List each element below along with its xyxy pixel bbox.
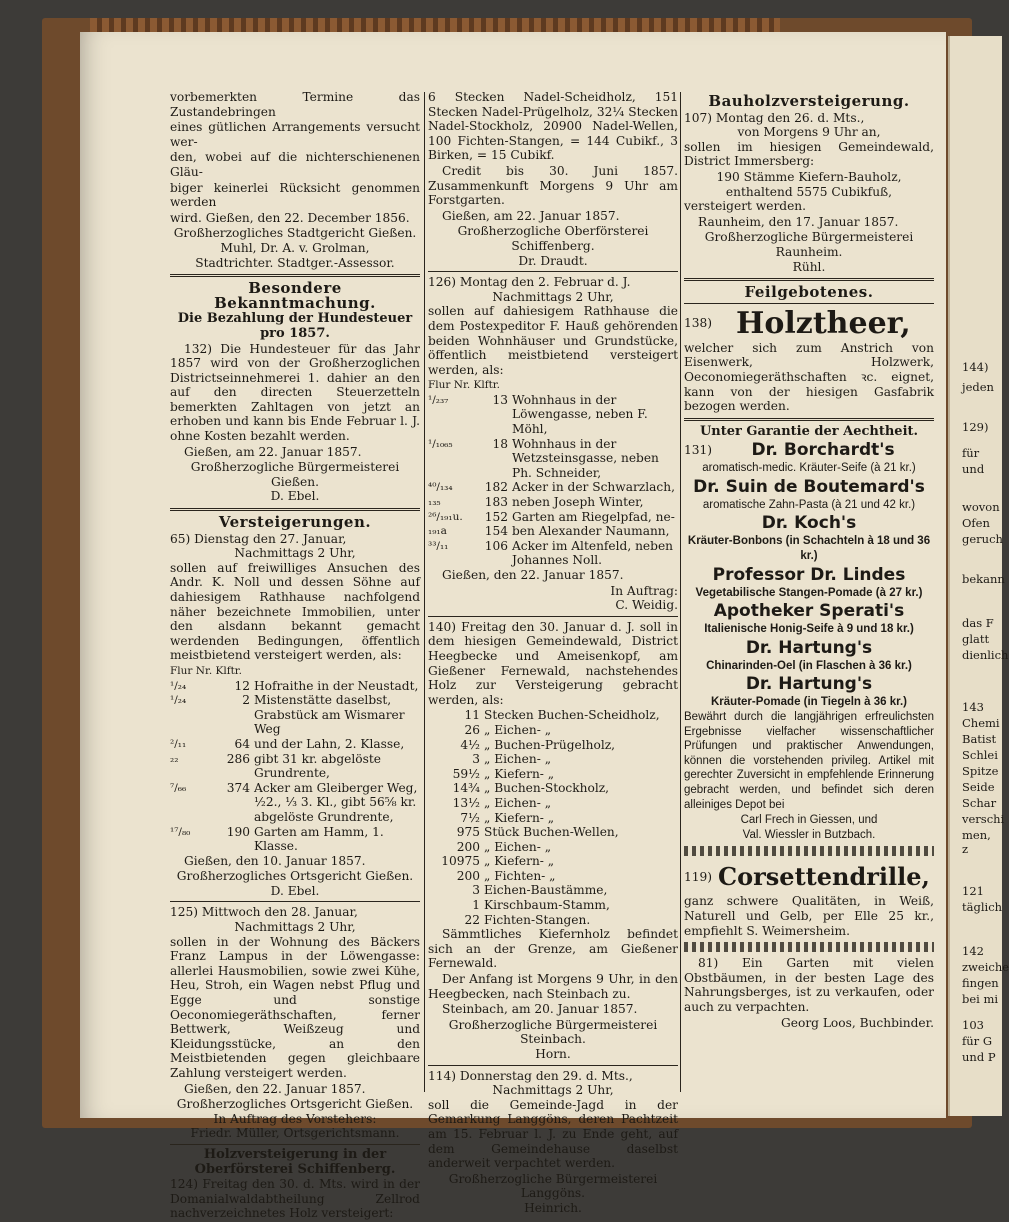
section-title: Besondere Bekanntmachung. (214, 279, 376, 312)
table-row (170, 679, 420, 694)
quantity: 11 (464, 708, 480, 723)
product-text: Kräuter-Bonbons (in Schachteln à 18 und 36 kr.) (687, 535, 931, 563)
table-row (428, 723, 678, 738)
notice-body: 124) Freitag den 30. d. Mts. wird in der Domanialwaldabtheilung Zellrod nachverzeichnetes Holz versteigert: (170, 1177, 420, 1221)
wood-type: Fichten-Stangen. (484, 912, 591, 927)
intro-text (170, 90, 420, 270)
table-row (428, 524, 678, 539)
quantity: 3 (472, 752, 480, 767)
notice-head: Nachmittags 2 Uhr, (492, 289, 614, 304)
table-header: Flur Nr. Klftr. (428, 379, 501, 392)
parcel-description: gibt 31 kr. abgelöste Grundrente, (254, 751, 381, 781)
fragment-text: dienlich (962, 648, 1009, 662)
parcel-number: ¹⁷/₈₀ (170, 825, 191, 838)
quantity: 26 (464, 722, 480, 737)
table-row (428, 898, 678, 913)
notice-date: Raunheim, den 17. Januar 1857. (698, 214, 899, 229)
wood-type: „ Eichen- „ (484, 839, 552, 854)
notice-head: 107) Montag den 26. d. Mts., (684, 110, 865, 125)
quantity: 975 (456, 825, 480, 840)
quantity: 22 (464, 912, 480, 927)
parcel-number: ⁴⁰/₁₃₄ (428, 481, 453, 494)
product-text: aromatische Zahn-Pasta (à 21 und 42 kr.) (702, 498, 916, 511)
notice-date: Steinbach, am 20. Januar 1857. (442, 1002, 638, 1017)
table-row (428, 738, 678, 753)
product-name: Dr. Hartung's (745, 674, 873, 695)
fragment-text: Batist (962, 732, 997, 746)
product-text: Vegetabilische Stangen-Pomade (à 27 kr.) (695, 586, 923, 599)
notice-sign-1: Großherzogliche Bürgermeisterei Steinbach. (448, 1017, 658, 1047)
section-title: Holzversteigerung in der Oberförsterei Schiffenberg. (194, 1146, 396, 1177)
notice-body: sollen im hiesigen Gemeindewald, District Immersberg: (684, 139, 934, 169)
table-row (428, 811, 678, 826)
ad-body: ganz schwere Qualitäten, in Weiß, Naturell und Gelb, per Elle 25 kr., empfiehlt S. Weimersheim. (684, 894, 934, 938)
column-1 (170, 90, 420, 1222)
ad-header (684, 439, 934, 461)
notice-body: 132) Die Hundesteuer für das Jahr 1857 wird von der Großherzoglichen Districtseinnehmerei 1. dahier an den auf den directen Steuerzetteln bemerkten Zahltagen von jetzt an erhoben und kann bis Ende Februar l. J. ohne Kosten bezahlt werden. (170, 341, 420, 444)
fragment-text: fingen (962, 976, 999, 990)
product-name: Dr. Hartung's (745, 637, 873, 658)
column-2 (428, 90, 678, 1216)
parcel-number: ¹/₂₃₇ (428, 393, 449, 406)
fragment-text: 144) (962, 360, 989, 374)
table-row (428, 752, 678, 767)
fragment-text: wovon (962, 500, 1000, 514)
notice-sign-1: Großherzogliches Ortsgericht Gießen. (176, 1097, 414, 1112)
ad-body: 81) Ein Garten mit vielen Obstbäumen, in der besten Lage des Nahrungsberges, ist zu verkaufen, oder auch zu verpachten. (684, 956, 934, 1014)
ad-body: Bewährt durch die langjährigen erfreulichsten Ergebnisse vielfacher wissenschaftlicher Prüfungen und praktischer Anwendungen, können die vorstehenden privileg. Artikel mit gerechter Zuversicht in empfehlende Erinnerung gebracht werden, und befindet sich deren alleiniges Depot bei (684, 711, 934, 811)
table-row (428, 796, 678, 811)
fragment-text: 103 (962, 1018, 984, 1032)
fragment-text: das F (962, 616, 994, 630)
notice-sign-2: In Auftrag des Vorstehers: (213, 1111, 377, 1126)
ad-header (684, 860, 934, 894)
notice-sign-2: C. Weidig. (615, 598, 678, 613)
notice-head: Nachmittags 2 Uhr, (492, 1083, 614, 1098)
table-row (428, 913, 678, 928)
notice-body: 6 Stecken Nadel-Scheidholz, 151 Stecken Nadel-Prügelholz, 32¼ Stecken Nadel-Stockholz, 20900 Nadel-Wellen, 100 Fichten-Stangen, = 144 Cubikf., 3 Birken, = 15 Cubikf. (428, 90, 678, 163)
table-row (428, 539, 678, 568)
notice-item: 190 Stämme Kiefern-Bauholz, (716, 169, 902, 184)
quantity: 10975 (441, 854, 480, 869)
section-title: Bauholzversteigerung. (708, 92, 910, 110)
parcel-number: ₂₂ (170, 752, 179, 765)
area-value: 154 (484, 524, 508, 539)
notice-head: 125) Mittwoch den 28. Januar, (170, 905, 358, 920)
notice-date: Gießen, den 10. Januar 1857. (184, 853, 366, 868)
table-row (428, 854, 678, 869)
fragment-text: zweiche (962, 960, 1009, 974)
fragment-text: 143 (962, 700, 984, 714)
notice-sign-2: D. Ebel. (270, 883, 320, 898)
notice-date: Gießen, den 22. Januar 1857. (184, 1081, 366, 1096)
intro-line: wird. Gießen, den 22. December 1856. (170, 210, 410, 225)
product-text: Kräuter-Pomade (in Tiegeln à 36 kr.) (711, 696, 907, 709)
notice-sign-1: Großherzogliche Bürgermeisterei Langgöns. (448, 1171, 658, 1201)
notice-sign-2: D. Ebel. (270, 489, 320, 504)
fragment-text: jeden (962, 380, 994, 394)
wood-type: „ Fichten- „ (484, 868, 556, 883)
fragment-text: für G (962, 1034, 993, 1048)
area-value: 13 (492, 392, 508, 407)
notice-sign-1: In Auftrag: (610, 583, 678, 598)
ad-number: 138) (684, 316, 713, 331)
product-text: aromatisch-medic. Kräuter-Seife (à 21 kr.) (702, 462, 916, 475)
area-value: 374 (226, 780, 250, 795)
notice-body: sollen auf dahiesigem Rathhause die dem Postexpeditor F. Hauß gehörenden beiden Wohnhäuser und Grundstücke, öffentlich meistbietend versteigert werden, als: (428, 304, 678, 377)
rule (684, 418, 934, 421)
intro-line: Muhl, Dr. A. v. Grolman, (220, 240, 370, 255)
intro-line: biger keinerlei Rücksicht genommen werden (170, 180, 420, 210)
parcel-number: ¹/₂₄ (170, 694, 187, 707)
parcel-description: neben Joseph Winter, (512, 495, 644, 510)
ad-number: 131) (684, 442, 713, 457)
ad-sign: Georg Loos, Buchbinder. (781, 1015, 934, 1030)
quantity: 1 (472, 898, 480, 913)
fragment-text: 129) (962, 420, 989, 434)
column-rule (680, 92, 681, 1092)
table-row (428, 840, 678, 855)
product-name: Apotheker Sperati's (713, 601, 905, 622)
product-name: Professor Dr. Lindes (712, 564, 906, 585)
table-row (170, 781, 420, 825)
area-value: 183 (484, 495, 508, 510)
fragment-text: 121 (962, 884, 984, 898)
fragment-text: für (962, 446, 980, 460)
notice-subtitle: Die Bezahlung der Hundesteuer pro 1857. (177, 311, 413, 341)
fragment-text: Seide (962, 780, 995, 794)
column-rule (424, 92, 425, 1092)
depot-2: Val. Wiessler in Butzbach. (742, 828, 876, 841)
notice-body: versteigert werden. (684, 199, 807, 214)
quantity: 14¾ (452, 781, 480, 796)
table-row (428, 781, 678, 796)
ad-body: welcher sich zum Anstrich von Eisenwerk, Holzwerk, Oeconomiegeräthschaften ꝛc. eignet, kann von der hiesigen Gasfabrik bezogen werden. (684, 340, 934, 414)
parcel-description: Hofraithe in der Neustadt, (254, 678, 419, 693)
fragment-text: bekann (962, 572, 1005, 586)
wood-type: „ Buchen-Stockholz, (484, 781, 610, 796)
product-name: Dr. Borchardt's (751, 440, 895, 461)
fragment-text: Spitze (962, 764, 999, 778)
parcel-number: ¹/₂₄ (170, 679, 187, 692)
rule (684, 303, 934, 304)
notice-sign-1: Großherzogliche Oberförsterei Schiffenberg. (457, 224, 649, 253)
ornament-rule (684, 846, 934, 856)
notice-date: Gießen, den 22. Januar 1857. (442, 568, 624, 582)
area-value: 106 (484, 538, 508, 553)
quantity: 7½ (460, 810, 480, 825)
fragment-text: und P (962, 1050, 996, 1064)
parcel-description: Garten am Hamm, 1. Klasse. (254, 824, 384, 854)
wood-type: „ Kiefern- „ (484, 854, 555, 869)
fragment-text: und (962, 462, 985, 476)
quantity: 59½ (452, 766, 480, 781)
section-title: Feilgebotenes. (744, 283, 874, 302)
fragment-text: verschi (962, 812, 1005, 826)
parcel-number: ²/₁₁ (170, 737, 187, 750)
table-row (428, 495, 678, 510)
wood-type: Eichen-Baustämme, (484, 883, 608, 898)
table-row (170, 693, 420, 708)
table-row (428, 437, 678, 481)
fragment-text: men, z (962, 828, 991, 856)
column-3 (684, 90, 934, 1030)
intro-line: den, wobei auf die nichterschienenen Gläu- (170, 150, 420, 179)
notice-sign-3: Friedr. Müller, Ortsgerichtsmann. (190, 1126, 400, 1141)
rule (684, 278, 934, 281)
table-row (170, 737, 420, 752)
parcel-description: ben Alexander Naumann, (512, 524, 670, 539)
table-row (428, 393, 678, 437)
area-value: 182 (484, 480, 508, 495)
wood-type: „ Buchen-Prügelholz, (484, 737, 616, 752)
area-value: 152 (484, 509, 508, 524)
ad-number: 119) (684, 870, 713, 885)
parcel-number: ₁₉₁a (428, 525, 447, 538)
wood-type: Stecken Buchen-Scheidholz, (484, 708, 660, 723)
product-text: Chinarinden-Oel (in Flaschen à 36 kr.) (706, 659, 912, 672)
ad-title: Holztheer, (736, 305, 911, 341)
parcel-description: Mistenstätte daselbst, (254, 693, 392, 708)
area-value: 12 (234, 678, 250, 693)
product-name: Dr. Koch's (761, 513, 857, 534)
table-header: Flur Nr. Klftr. (170, 664, 243, 677)
fragment-text: Schar (962, 796, 997, 810)
notice-body: soll die Gemeinde-Jagd in der Gemarkung Langgöns, deren Pachtzeit am 15. Februar l. J. zu Ende geht, auf dem Gemeindehause daselbst anderweit verpachtet werden. (428, 1097, 678, 1171)
fragment-text: glatt (962, 632, 990, 646)
parcel-description: Garten am Riegelpfad, ne- (512, 509, 675, 524)
property-table (428, 393, 678, 568)
ad-title: Corsettendrille, (718, 862, 930, 892)
notice-sign-1: Großherzogliche Bürgermeisterei Gießen. (190, 460, 400, 489)
rule (170, 274, 420, 277)
parcel-description: Grabstück am Wismarer Weg (254, 707, 405, 737)
wood-type: Stück Buchen-Wellen, (484, 825, 619, 840)
quantity: 3 (472, 883, 480, 898)
fragment-text: Schlei (962, 748, 998, 762)
table-row (170, 708, 420, 737)
intro-line: eines gütlichen Arrangements versucht wer- (170, 120, 420, 149)
intro-line: Großherzogliches Stadtgericht Gießen. (173, 226, 417, 241)
parcel-description: Acker in der Schwarzlach, (512, 480, 675, 495)
product-text: Italienische Honig-Seife à 9 und 18 kr.) (704, 623, 914, 636)
notice-sign-2: Heinrich. (524, 1200, 582, 1215)
notice-head: Nachmittags 2 Uhr, (234, 920, 356, 935)
notice-sign-2: Rühl. (792, 259, 826, 274)
parcel-number (170, 708, 210, 737)
parcel-description: Wohnhaus in der Löwengasse, neben F. Möhl, (512, 392, 648, 437)
wood-table (428, 708, 678, 927)
wood-type: „ Kiefern- „ (484, 766, 555, 781)
area-value: 190 (226, 824, 250, 839)
notice-date: Gießen, am 22. Januar 1857. (442, 208, 620, 223)
area-value (210, 708, 254, 737)
area-value: 64 (234, 736, 250, 751)
fragment-text: 142 (962, 944, 984, 958)
fragment-text: Ofen (962, 516, 990, 530)
notice-head: 114) Donnerstag den 29. d. Mts., (428, 1068, 633, 1083)
binding-edge (90, 18, 780, 32)
wood-type: „ Kiefern- „ (484, 810, 555, 825)
parcel-number: ³³/₁₁ (428, 539, 449, 552)
table-row (428, 869, 678, 884)
notice-body: Sämmtliches Kiefernholz befindet sich an der Grenze, am Gießener Fernewald. (428, 927, 678, 971)
notice-head: 126) Montag den 2. Februar d. J. (428, 275, 631, 290)
depot-1: Carl Frech in Giessen, und (740, 814, 878, 827)
notice-body: sollen in der Wohnung des Bäckers Franz Lampus in der Löwengasse: allerlei Hausmobilien, sowie zwei Kühe, Heu, Stroh, ein Wagen nebst Pflug und Egge und sonstige Oeconomiegeräthschaften, ferner Bettwerk, Weißzeug und Kleidungsstücke, an den Meistbietenden gegen gleichbaare Zahlung versteigert werden. (170, 934, 420, 1080)
table-row (428, 510, 678, 525)
notice-item: enthaltend 5575 Cubikfuß, (725, 184, 893, 199)
notice-body: Credit bis 30. Juni 1857. Zusammenkunft Morgens 9 Uhr am Forstgarten. (428, 163, 678, 208)
intro-line: vorbemerkten Termine das Zustandebringen (170, 90, 420, 119)
table-row (428, 708, 678, 723)
fragment-text: bei mi (962, 992, 999, 1006)
table-row (428, 767, 678, 782)
parcel-description: und der Lahn, 2. Klasse, (254, 736, 405, 751)
table-row (170, 825, 420, 854)
table-row (428, 480, 678, 495)
rule (428, 616, 678, 617)
area-value: 286 (226, 751, 250, 766)
intro-line: Stadtrichter. Stadtger.-Assessor. (195, 255, 395, 270)
notice-sign-1: Großherzogliches Ortsgericht Gießen. (176, 869, 414, 884)
ad-header (684, 307, 934, 341)
parcel-description: Acker im Altenfeld, neben Johannes Noll. (512, 538, 674, 568)
notice-body: sollen auf freiwilliges Ansuchen des Andr. K. Noll und dessen Söhne auf dahiesigem Rathhause nachfolgend näher bezeichnete Immobilien, unter den alsdann bekannt gemacht werdenden Bedingungen, öffentlich meistbietend versteigert werden, als: (170, 560, 420, 663)
wood-type: „ Eichen- „ (484, 795, 552, 810)
parcel-description: Wohnhaus in der Wetzsteinsgasse, neben Ph. Schneider, (512, 436, 659, 480)
fragment-text: Chemi (962, 716, 1000, 730)
notice-body: Der Anfang ist Morgens 9 Uhr, in den Heegbecken, nach Steinbach zu. (428, 972, 678, 1001)
notice-sign-2: Dr. Draudt. (518, 253, 588, 268)
table-row (170, 752, 420, 781)
fragment-text: täglich (962, 900, 1003, 914)
notice-body: 140) Freitag den 30. Januar d. J. soll in dem hiesigen Gemeindewald, District Heegbecke und Ameisenkopf, am Gießener Fernewald, nachstehendes Holz zur Versteigerung gebracht werden, als: (428, 619, 678, 707)
quantity: 200 (456, 868, 480, 883)
notice-sign-2: Horn. (535, 1047, 571, 1061)
wood-type: Kirschbaum-Stamm, (484, 898, 610, 913)
parcel-number: ²⁶/₁₉₁u. (428, 510, 463, 523)
ornament-rule (684, 942, 934, 952)
rule (170, 1144, 420, 1145)
notice-head: Nachmittags 2 Uhr, (234, 546, 356, 561)
notice-sign-1: Großherzogliche Bürgermeisterei Raunheim. (704, 230, 914, 259)
wood-type: „ Eichen- „ (484, 752, 552, 767)
notice-head: 65) Dienstag den 27. Januar, (170, 531, 347, 546)
area-value: 2 (242, 693, 250, 708)
section-title: Versteigerungen. (218, 513, 372, 532)
rule (170, 901, 420, 902)
wood-type: „ Eichen- „ (484, 722, 552, 737)
ad-banner: Unter Garantie der Aechtheit. (699, 423, 919, 439)
quantity: 4½ (460, 737, 480, 752)
quantity: 13½ (452, 795, 480, 810)
property-table (170, 679, 420, 854)
fragment-text: geruch (962, 532, 1003, 546)
parcel-description: Acker am Gleiberger Weg, ½2., ⅓ 3. Kl., gibt 56⅝ kr. abgelöste Grundrente, (254, 780, 418, 824)
rule (428, 1065, 678, 1066)
notice-date: Gießen, am 22. Januar 1857. (184, 444, 362, 459)
table-row (428, 825, 678, 840)
notice-head: von Morgens 9 Uhr an, (737, 125, 881, 140)
area-value: 18 (492, 436, 508, 451)
quantity: 200 (456, 839, 480, 854)
parcel-number: ₁₃₅ (428, 496, 441, 509)
parcel-number: ¹/₁₀₆₅ (428, 437, 453, 450)
parcel-number: ⁷/₆₆ (170, 781, 187, 794)
product-name: Dr. Suin de Boutemard's (693, 476, 925, 497)
rule (170, 508, 420, 511)
table-row (428, 883, 678, 898)
rule (428, 271, 678, 272)
